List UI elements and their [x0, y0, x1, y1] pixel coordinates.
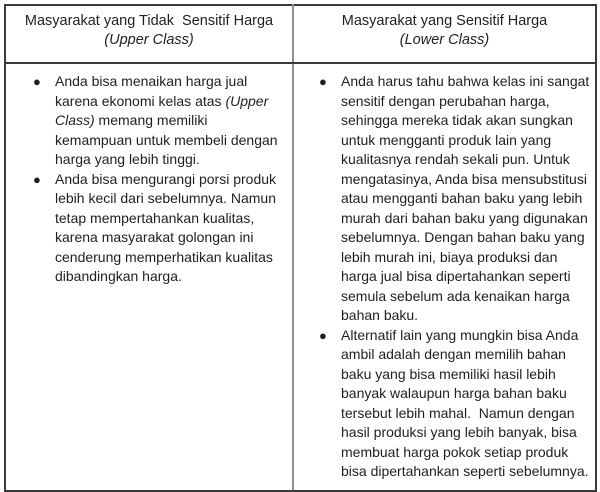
list-item	[318, 326, 590, 482]
list-item	[318, 72, 594, 326]
body-row	[5, 63, 596, 491]
header-subtitle-upper: (Upper Class)	[104, 32, 194, 48]
header-row	[5, 5, 596, 63]
body-cell-upper-class	[5, 63, 293, 491]
header-title-upper: Masyarakat yang Tidak Sensitif Harga	[24, 13, 274, 29]
header-subtitle-lower: (Lower Class)	[399, 32, 490, 48]
body-cell-lower-class	[293, 63, 596, 491]
pricing-strategy-table	[4, 4, 595, 479]
bullet-icon: ●	[319, 327, 327, 343]
header-cell-lower-class	[293, 5, 596, 63]
bullet-text: Anda bisa mengurangi porsi produk lebih kecil dari sebelumnya. Namun tetap mempertahankan kualitas, karena masyarakat golongan ini cenderung memperhatikan kualitas dibandingkan harga.	[55, 170, 280, 284]
list-item	[32, 72, 282, 170]
bullet-text: Anda harus tahu bahwa kelas ini sangat sensitif dengan perubahan harga, sehingga mereka tidak akan sungkan untuk mengganti produk lain yang kualitasnya rendah sekali pun. Untuk mengatasinya, Anda bisa mensubstitusi atau mengganti bahan baku yang lebih murah dari bahan baku yang digunakan sebelumnya. Dengan bahan baku yang lebih murah ini, biaya produksi dan harga jual bisa dipertahankan seperti semula sebelum ada kenaikan harga bahan baku.	[341, 73, 594, 323]
header-cell-upper-class	[5, 5, 293, 63]
bullet-list-lower	[318, 72, 594, 482]
bullet-icon: ●	[319, 74, 327, 89]
price-sensitivity-table	[4, 4, 597, 492]
bullet-icon: ●	[33, 171, 41, 187]
bullet-text: Alternatif lain yang mungkin bisa Anda ambil adalah dengan memilih bahan baku yang bisa memiliki hasil lebih banyak walaupun harga bahan baku tersebut lebih mahal. Namun dengan hasil produksi yang lebih banyak, bisa membuat harga pokok setiap produk bisa dipertahankan seperti sebelumnya.	[341, 326, 589, 479]
bullet-list-upper	[32, 72, 282, 287]
header-title-lower: Masyarakat yang Sensitif Harga	[341, 13, 548, 29]
list-item	[32, 170, 282, 287]
bullet-text: Anda bisa menaikan harga jual karena ekonomi kelas atas (Upper Class) memang memiliki kemampuan untuk membeli dengan harga yang lebih tinggi.	[55, 73, 282, 167]
bullet-icon: ●	[33, 74, 41, 89]
